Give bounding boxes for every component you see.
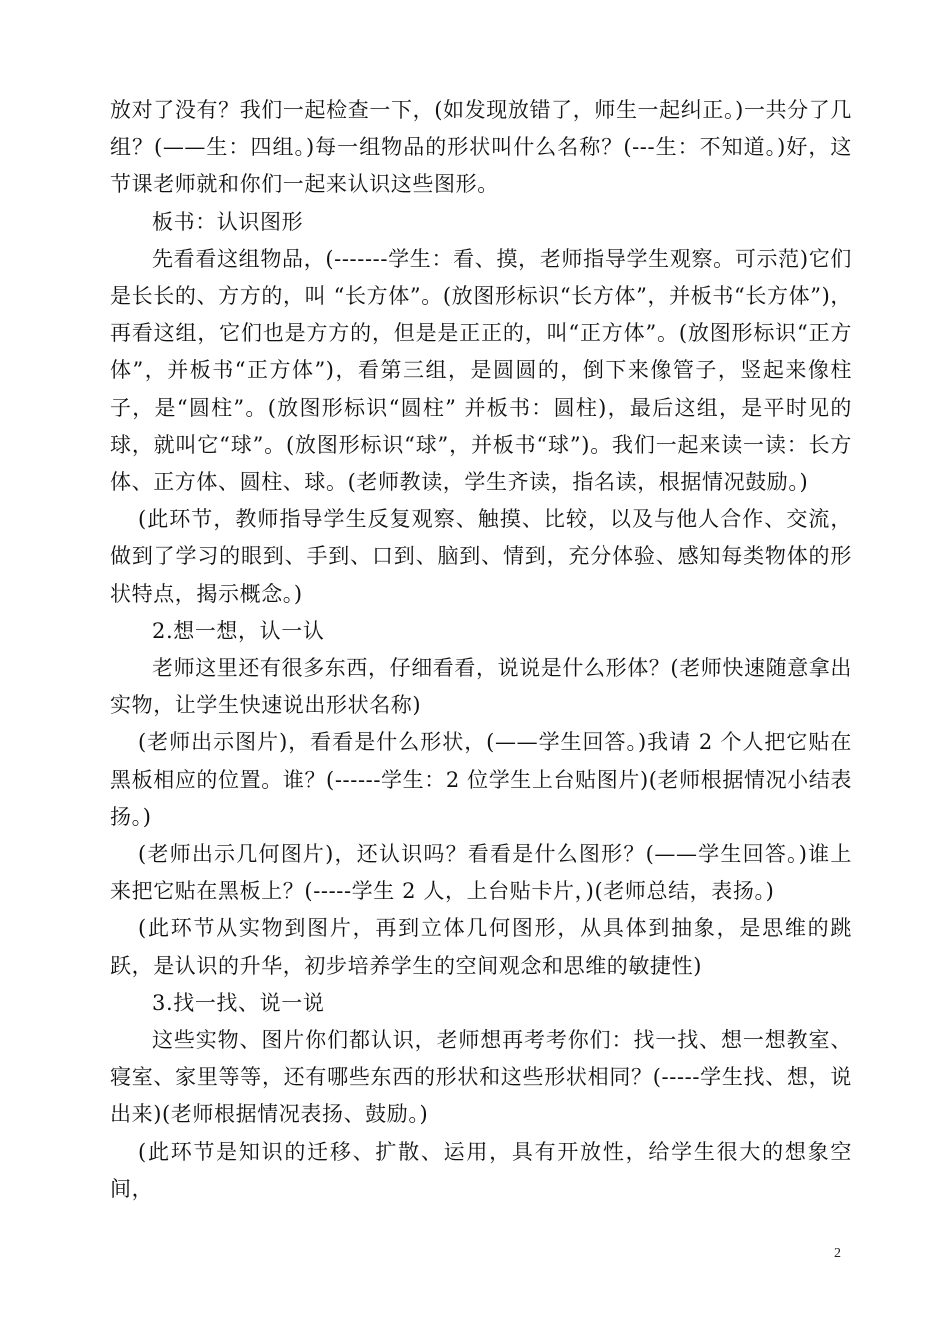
paragraph: (老师出示几何图片)，还认识吗？看看是什么图形？(——学生回答。)谁上来把它贴在黑板上？(-----学生 2 人，上台贴卡片，)(老师总结，表扬。): [110, 842, 852, 904]
paragraph: (此环节从实物到图片，再到立体几何图形，从具体到抽象，是思维的跳跃，是认识的升华，初步培养学生的空间观念和思维的敏捷性): [110, 916, 852, 978]
page-number: 2: [834, 1246, 841, 1261]
document-body: [110, 92, 852, 1208]
paragraph: (此环节，教师指导学生反复观察、触摸、比较，以及与他人合作、交流，做到了学习的眼到、手到、口到、脑到、情到，充分体验、感知每类物体的形状特点，揭示概念。): [110, 507, 852, 606]
paragraph: (老师出示图片)，看看是什么形状，(——学生回答。)我请 2 个人把它贴在黑板相应的位置。谁？(------学生：2 位学生上台贴图片)(老师根据情况小结表扬。): [110, 730, 852, 829]
paragraph: 放对了没有？我们一起检查一下，(如发现放错了，师生一起纠正。)一共分了几组？(——生：四组。)每一组物品的形状叫什么名称？(---生：不知道。)好，这节课老师就和你们一起来认识这些图形。: [110, 98, 852, 197]
board-heading: 板书：认识图形: [152, 209, 304, 234]
section-heading: 3.找一找、说一说: [152, 990, 325, 1015]
section-heading: 2.想一想，认一认: [152, 618, 325, 643]
paragraph: 这些实物、图片你们都认识，老师想再考考你们：找一找、想一想教室、寝室、家里等等，还有哪些东西的形状和这些形状相同？(-----学生找、想，说出来)(老师根据情况表扬、鼓励。): [110, 1028, 852, 1127]
paragraph: 先看看这组物品，(-------学生：看、摸，老师指导学生观察。可示范)它们是长长的、方方的，叫 “长方体”。(放图形标识“长方体”，并板书“长方体”)，再看这组，它们也是方方的，但是是正正的，叫“正方体”。(放图形标识“正方体”，并板书“正方体”)，看第三组，是圆圆的，倒下来像管子，竖起来像柱子，是“圆柱”。(放图形标识“圆柱” 并板书：圆柱)，最后这组，是平时见的球，就叫它“球”。(放图形标识“球”，并板书“球”)。我们一起来读一读：长方体、正方体、圆柱、球。(老师教读，学生齐读，指名读，根据情况鼓励。): [110, 246, 852, 495]
paragraph: 老师这里还有很多东西，仔细看看，说说是什么形体？(老师快速随意拿出实物，让学生快速说出形状名称): [110, 656, 852, 718]
paragraph: (此环节是知识的迁移、扩散、运用，具有开放性，给学生很大的想象空间，: [110, 1139, 852, 1201]
